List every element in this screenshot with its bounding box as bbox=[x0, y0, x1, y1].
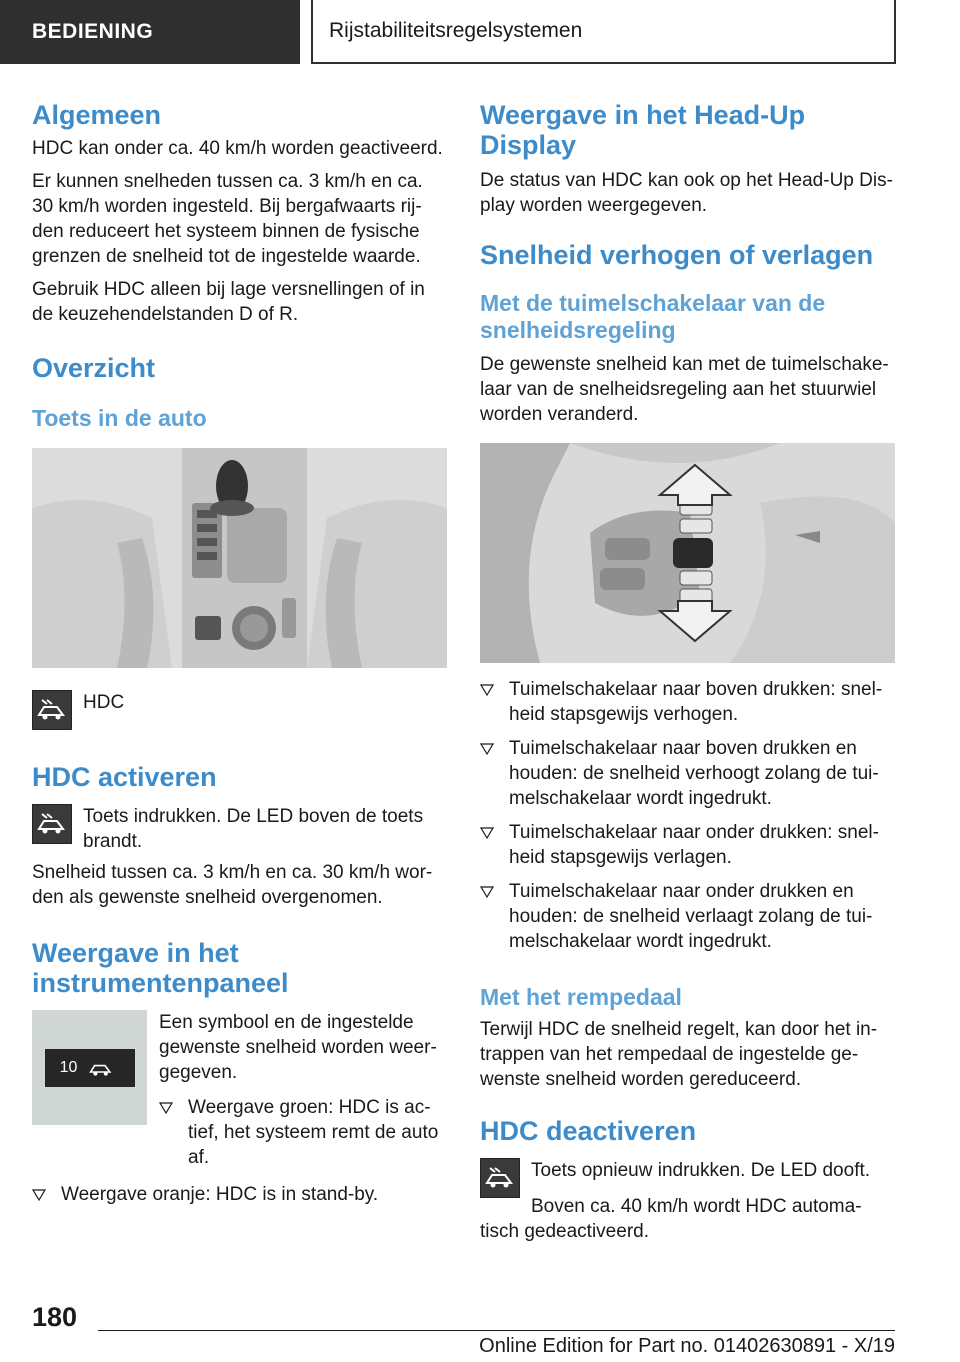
bullet-text: Weergave oranje: HDC is in stand-by. bbox=[61, 1184, 379, 1205]
edition-text: Online Edition for Part no. 01402630891 - X/19 bbox=[479, 1335, 895, 1357]
bullet-triangle-icon bbox=[480, 742, 494, 756]
bullet-triangle-icon bbox=[159, 1101, 173, 1115]
deactiveren-text: Toets opnieuw indrukken. De LED dooft. bbox=[531, 1160, 871, 1181]
hdc-button-icon bbox=[32, 804, 72, 844]
instrument-text: Een symbool en de ingestelde gewenste snelheid worden weer-gegeven. bbox=[159, 1012, 437, 1083]
list-item bbox=[159, 1095, 447, 1170]
heading-instrumentenpaneel: Weergave in het instrumentenpaneel bbox=[32, 938, 289, 998]
instrument-description bbox=[159, 1010, 447, 1170]
deactiveren-instruction bbox=[480, 1158, 895, 1198]
heading-toets: Toets in de auto bbox=[32, 405, 207, 431]
heading-hdc-activeren: HDC activeren bbox=[32, 762, 217, 792]
list-item bbox=[480, 677, 895, 727]
instrument-block bbox=[32, 1010, 447, 1170]
list-item bbox=[480, 736, 895, 811]
activeren-text: Toets indrukken. De LED boven de toets brandt. bbox=[83, 806, 424, 852]
deactiveren-text-block bbox=[531, 1158, 870, 1183]
list-item bbox=[480, 879, 895, 954]
heading-rempedaal: Met het rempedaal bbox=[480, 984, 682, 1010]
heading-hdc-deactiveren: HDC deactiveren bbox=[480, 1116, 697, 1146]
chapter-title: Rijstabiliteitsregelsystemen bbox=[329, 19, 583, 42]
section-tab bbox=[0, 0, 300, 64]
hdc-button-icon bbox=[32, 690, 72, 730]
paragraph: Terwijl HDC de snelheid regelt, kan door het in-trappen van het rempedaal de ingestelde ge-wenste snelheid worden gereduceerd. bbox=[480, 1019, 878, 1090]
cluster-speed-value: 10 bbox=[59, 1058, 78, 1076]
bullet-text: Weergave groen: HDC is ac-tief, het systeem remt de auto af. bbox=[188, 1097, 439, 1168]
footer-divider bbox=[98, 1330, 895, 1331]
car-descent-icon bbox=[83, 1056, 119, 1080]
right-column bbox=[480, 100, 895, 1244]
bullet-text: Tuimelschakelaar naar boven drukken en houden: de snelheid verhoogt zolang de tui-melschakelaar wordt ingedrukt. bbox=[509, 738, 879, 809]
console-photo bbox=[32, 448, 447, 668]
bullet-triangle-icon bbox=[480, 826, 494, 840]
list-item bbox=[32, 1182, 447, 1207]
section-title: BEDIENING bbox=[32, 20, 154, 43]
bullet-text: Tuimelschakelaar naar boven drukken: snel-heid stapsgewijs verhogen. bbox=[509, 679, 883, 725]
paragraph: De status van HDC kan ook op het Head-Up Dis-play worden weergegeven. bbox=[480, 170, 893, 216]
paragraph: HDC kan onder ca. 40 km/h worden geactiveerd. bbox=[32, 138, 443, 159]
left-column bbox=[32, 100, 447, 1207]
bullet-text: Tuimelschakelaar naar onder drukken en houden: de snelheid verlaagt zolang de tui-melschakelaar wordt ingedrukt. bbox=[509, 881, 873, 952]
bullet-text: Tuimelschakelaar naar onder drukken: snel-heid stapsgewijs verlagen. bbox=[509, 822, 879, 868]
heading-algemeen: Algemeen bbox=[32, 100, 162, 130]
cluster-hdc-symbol bbox=[45, 1049, 135, 1087]
steering-wheel-photo bbox=[480, 443, 895, 663]
paragraph: Gebruik HDC alleen bij lage versnellingen of in de keuzehendelstanden D of R. bbox=[32, 279, 425, 325]
heading-head-up-display: Weergave in het Head-Up Display bbox=[480, 100, 806, 160]
cluster-display-image bbox=[32, 1010, 147, 1125]
paragraph: Er kunnen snelheden tussen ca. 3 km/h en ca. 30 km/h worden ingesteld. Bij bergafwaarts rij-den reduceert het systeem binnen de fysische grenzen de snelheid tot de ingestelde waarde. bbox=[32, 171, 423, 267]
heading-snelheid: Snelheid verhogen of verlagen bbox=[480, 240, 874, 270]
paragraph: De gewenste snelheid kan met de tuimelschake-laar van de snelheidsregeling aan het stuurwiel worden veranderd. bbox=[480, 354, 889, 425]
paragraph: Boven ca. 40 km/h wordt HDC automa-tisch gedeactiveerd. bbox=[480, 1196, 862, 1242]
hdc-key-legend bbox=[32, 690, 447, 730]
paragraph: Snelheid tussen ca. 3 km/h en ca. 30 km/h wor-den als gewenste snelheid overgenomen. bbox=[32, 862, 433, 908]
hdc-button-icon bbox=[480, 1158, 520, 1198]
activeren-instruction bbox=[32, 804, 447, 854]
chapter-header bbox=[311, 0, 896, 64]
bullet-triangle-icon bbox=[32, 1188, 46, 1202]
heading-tuimelschakelaar: Met de tuimelschakelaar van de snelheidsregeling bbox=[480, 290, 826, 343]
rocker-switch-list bbox=[480, 677, 895, 954]
page-number: 180 bbox=[32, 1302, 78, 1332]
bullet-triangle-icon bbox=[480, 683, 494, 697]
hdc-label: HDC bbox=[83, 692, 125, 713]
heading-overzicht: Overzicht bbox=[32, 353, 156, 383]
bullet-triangle-icon bbox=[480, 885, 494, 899]
list-item bbox=[480, 820, 895, 870]
